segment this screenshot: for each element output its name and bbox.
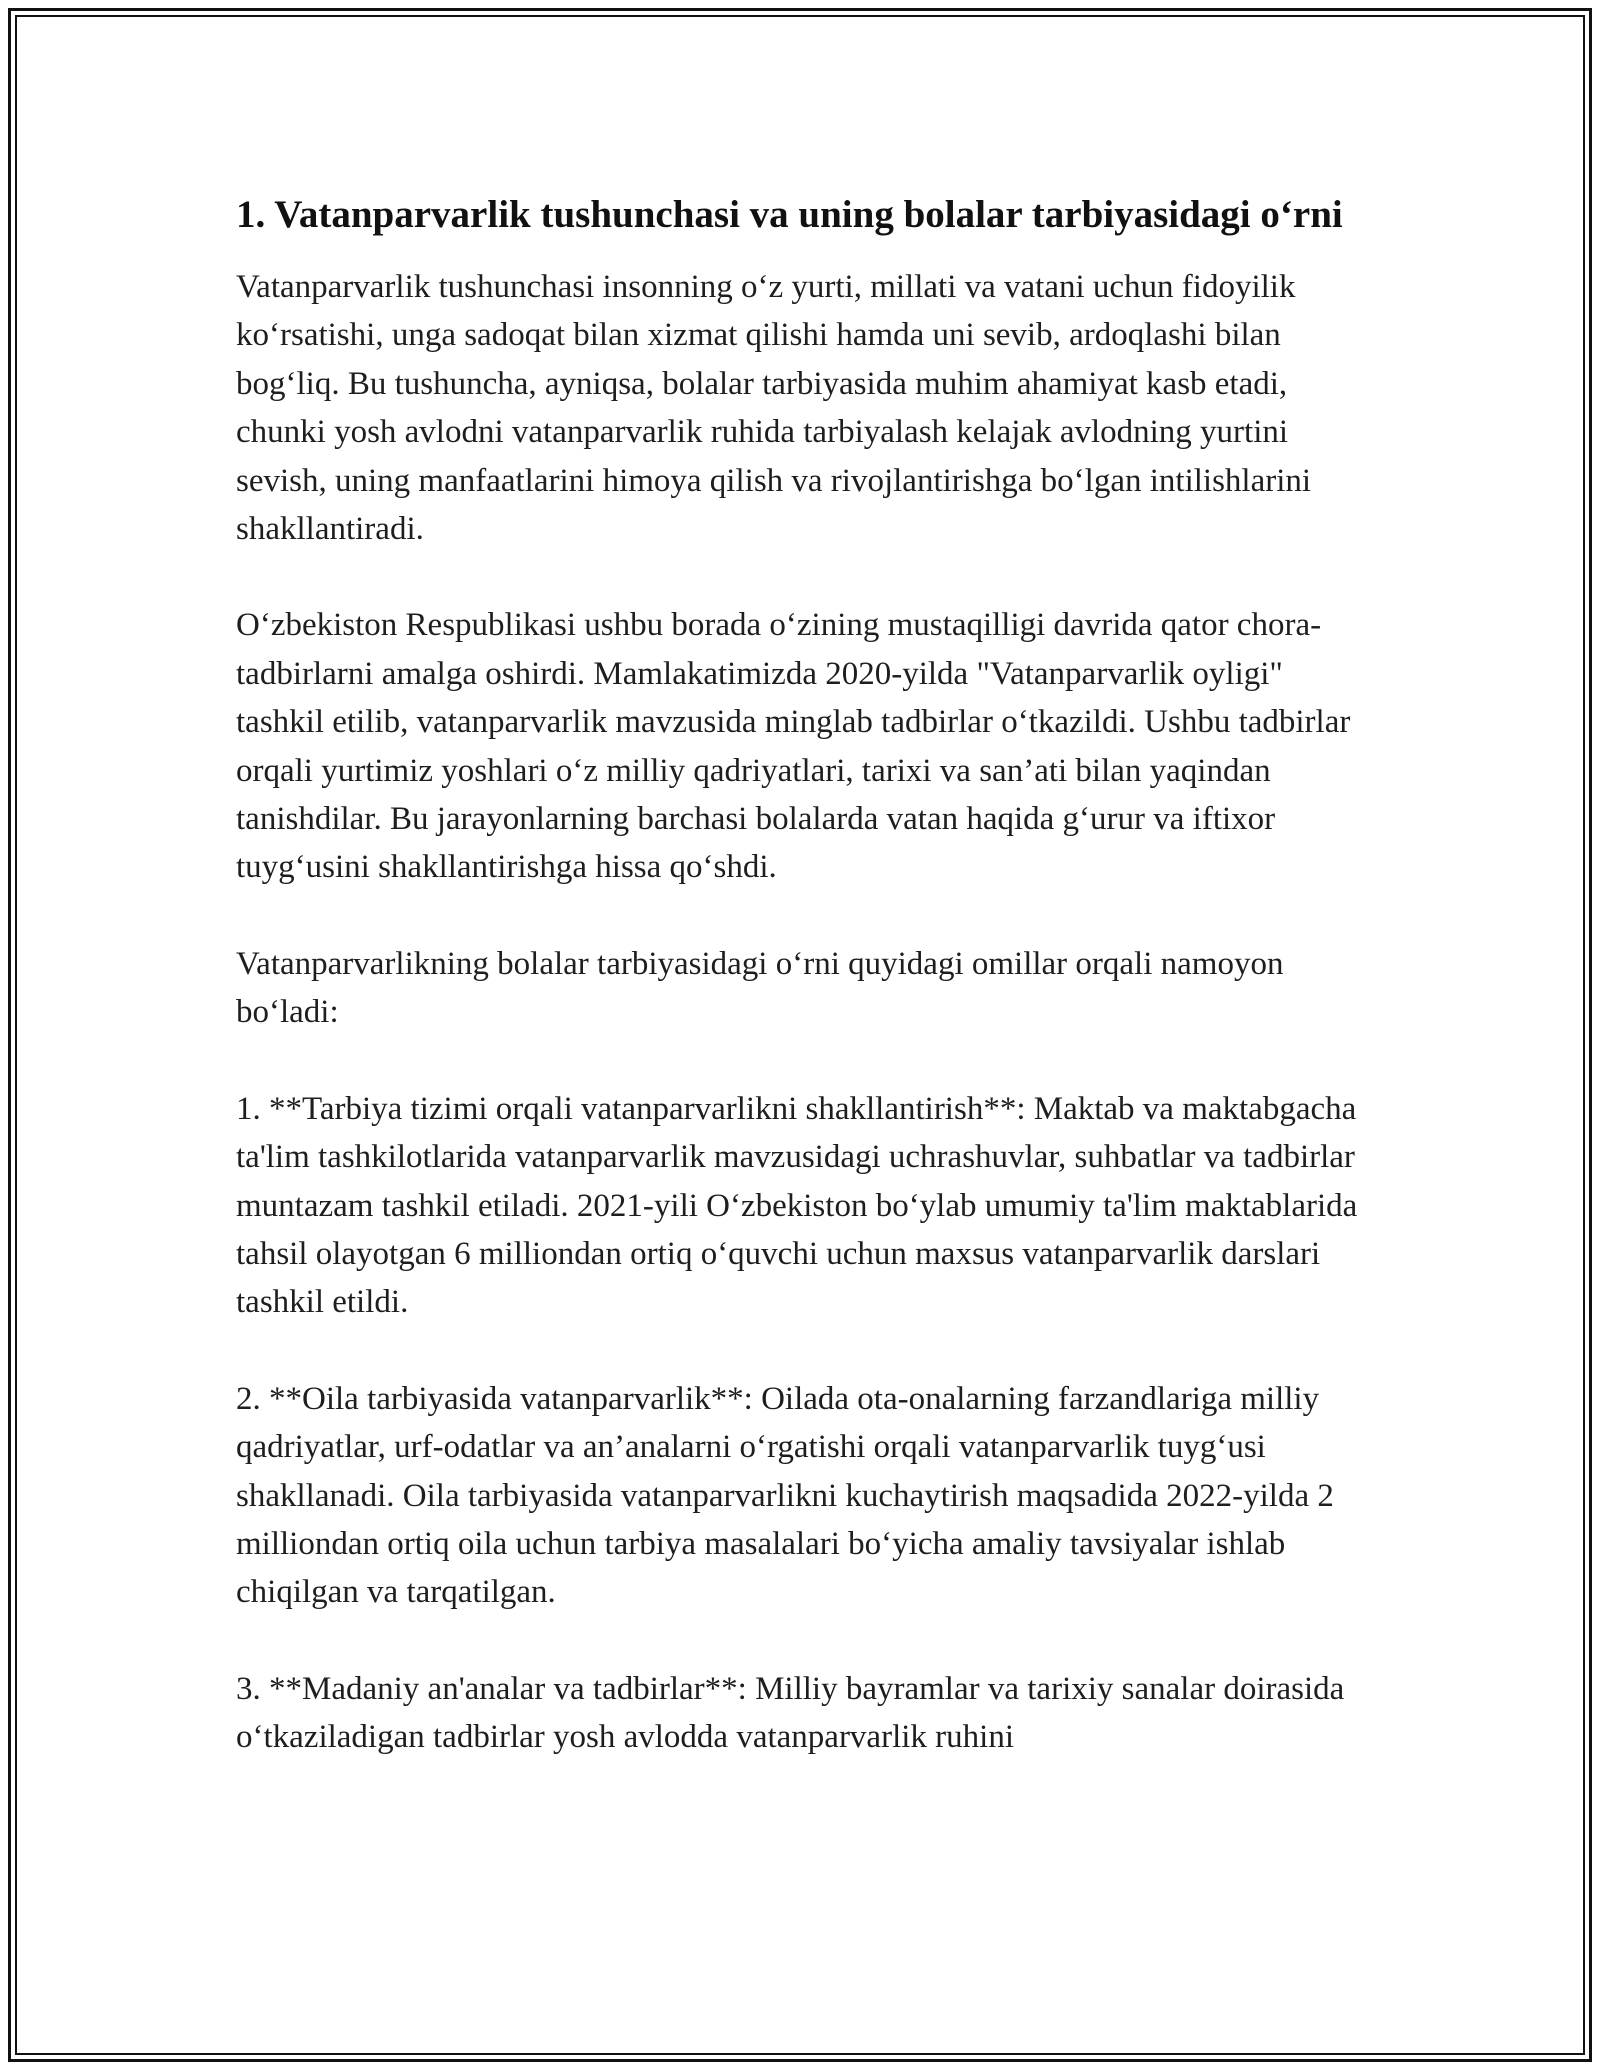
paragraph-intro: Vatanparvarlik tushunchasi insonning o‘z yurti, millati va vatani uchun fidoyilik ko‘rsatishi, unga sadoqat bilan xizmat qilishi hamda uni sevib, ardoqlashi bilan bog‘liq. Bu tushuncha, ayniqsa, bolalar tarbiyasida muhim ahamiyat kasb etadi, chunki yosh avlodni vatanparvarlik ruhida tarbiyalash kelajak avlodning yurtini sevish, uning manfaatlarini himoya qilish va rivojlantirishga bo‘lgan intilishlarini shakllantiradi. bbox=[236, 269, 1312, 548]
section-heading: 1. Vatanparvarlik tushunchasi va uning bolalar tarbiyasidagi o‘rni bbox=[236, 193, 1343, 236]
paragraph-uzbekistan-measures: O‘zbekiston Respublikasi ushbu borada o‘zining mustaqilligi davrida qator chora-tadbirlarni amalga oshirdi. Mamlakatimizda 2020-yilda "Vatanparvarlik oyligi" tashkil etilib, vatanparvarlik mavzusida minglab tadbirlar o‘tkazildi. Ushbu tadbirlar orqali yurtimiz yoshlari o‘z milliy qadriyatlari, tarixi va san’ati bilan yaqindan tanishdilar. Bu jarayonlarning barchasi bolalarda vatan haqida g‘urur va iftixor tuyg‘usini shakllantirishga hissa qo‘shdi. bbox=[236, 607, 1351, 886]
list-item-family-upbringing: 2. **Oila tarbiyasida vatanparvarlik**: Oilada ota-onalarning farzandlariga milliy qadriyatlar, urf-odatlar va an’analarni o‘rgatishi orqali vatanparvarlik tuyg‘usi shakllanadi. Oila tarbiyasida vatanparvarlikni kuchaytirish maqsadida 2022-yilda 2 milliondan ortiq oila uchun tarbiya masalalari bo‘yicha amaliy tavsiyalar ishlab chiqilgan va tarqatilgan. bbox=[236, 1380, 1334, 1611]
document-body bbox=[236, 186, 1376, 1810]
list-item-education-system: 1. **Tarbiya tizimi orqali vatanparvarlikni shakllantirish**: Maktab va maktabgacha ta'lim tashkilotlarida vatanparvarlik mavzusidagi uchrashuvlar, suhbatlar va tadbirlar muntazam tashkil etiladi. 2021-yili O‘zbekiston bo‘ylab umumiy ta'lim maktablarida tahsil olayotgan 6 milliondan ortiq o‘quvchi uchun maxsus vatanparvarlik darslari tashkil etildi. bbox=[236, 1090, 1358, 1321]
list-item-cultural-traditions: 3. **Madaniy an'analar va tadbirlar**: Milliy bayramlar va tarixiy sanalar doirasida o‘tkaziladigan tadbirlar yosh avlodda vatanparvarlik ruhini bbox=[236, 1670, 1345, 1756]
paragraph-factors-intro: Vatanparvarlikning bolalar tarbiyasidagi o‘rni quyidagi omillar orqali namoyon bo‘ladi: bbox=[236, 945, 1284, 1031]
